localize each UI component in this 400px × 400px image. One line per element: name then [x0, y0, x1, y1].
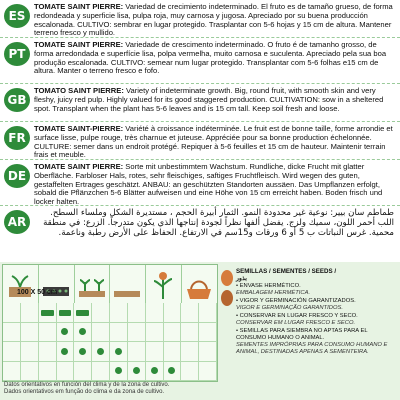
seed-info: [236, 268, 396, 356]
lang-row-ar: [0, 206, 400, 260]
calendar-cell: [21, 303, 39, 323]
calendar-cell: [3, 342, 21, 362]
calendar-cell: [39, 342, 57, 362]
lang-badge-ar: AR: [4, 210, 30, 234]
calendar-dot: [79, 328, 86, 335]
calendar-dot: [133, 367, 140, 374]
calendar-cell: [128, 342, 146, 362]
variety-name-pt: TOMATE SAINT PIERRE:: [34, 40, 124, 49]
lang-badge-gb: GB: [4, 88, 30, 112]
lang-text-gb: TOMATO SAINT PIERRE: Variety of indeterminate growth. Big, round fruit, with smooth skin and very fleshy, juicy red pulp. Highly valued for its good staggered production. CULTIVATION: sow in a sheltered spot. Transplant when the plant has 5-6 leaves and is 15 cm tall. Keep soil fresh and loose.: [34, 86, 384, 113]
calendar-cell: [57, 362, 75, 382]
lang-row-es: [0, 0, 400, 36]
calendar-bar: [41, 310, 54, 316]
lang-text-de: TOMATE SAINT PIERRE: Sorte mit unbestimmtem Wachstum. Rundliche, dicke Frucht mit glatter Oberfläche. Farbloser Hals, rotes, sehr fleischiges, saftiges Fruchtfleisch. Wird wegen des guten, gestaffelten Ertrages geschätzt. ANBAU: an geschützten Standorten aussäen. Das Umpflanzen erfolgt, sobald die Pflänzchen 5-6 Blätter aufweisen und eine Höhe von 15 cm erreicht haben. Boden frisch und locker halten.: [34, 162, 383, 207]
calendar-cell: [164, 323, 182, 343]
lang-row-gb: [0, 84, 400, 120]
calendar-cell: [74, 323, 92, 343]
calendar-cell: [110, 342, 128, 362]
lang-row-fr: [0, 122, 400, 158]
calendar-cell: [199, 303, 217, 323]
lang-text-pt: TOMATE SAINT PIERRE: Variedade de crescimento indeterminado. O fruto é de tamanho grosso, de forma arredondada e superfície lisa, polpa vermelha, muito carnosa e suculenta. Apreciado pela sua boa produção escalonada. CULTIVO: semear num lugar protegido. Transplantar com 5-6 folhas e15 cm de altura. Manter o terreno fresco e fofo.: [34, 40, 387, 76]
calendar-dot: [115, 348, 122, 355]
seedling-tray-icon: [39, 265, 75, 303]
calendar-cell: [39, 303, 57, 323]
calendar-cell: [74, 362, 92, 382]
calendar-cell: [199, 342, 217, 362]
calendar-cell: [110, 323, 128, 343]
seed-info-heading: SEMILLAS / SEMENTES / SEEDS / بذور: [236, 268, 337, 282]
calendar-dot: [115, 367, 122, 374]
calendar-cell: [92, 303, 110, 323]
calendar-cell: [128, 303, 146, 323]
calendar-cell: [164, 342, 182, 362]
calendar-cell: [92, 342, 110, 362]
calendar-dot: [61, 328, 68, 335]
info-item: • VIGOR Y GERMINACIÓN GARANTIZADOS. VIGOR E GERMINAÇÃO GARANTIDOS.: [236, 298, 356, 311]
calendar-cell: [21, 342, 39, 362]
seed-packet-icon: [220, 268, 234, 308]
calendar-cell: [181, 362, 199, 382]
calendar-cell: [128, 362, 146, 382]
flowering-icon: [146, 265, 182, 303]
lang-badge-pt: PT: [4, 42, 30, 66]
calendar-cell: [146, 303, 164, 323]
info-item: • ENVASE HERMÉTICO. EMBALAGEM HERMÉTICA.: [236, 283, 311, 296]
calendar-cell: [164, 303, 182, 323]
spacing-label: 100 X 50 cm: [17, 289, 58, 296]
variety-name-es: TOMATE SAINT PIERRE:: [34, 2, 124, 11]
calendar-dot: [97, 348, 104, 355]
calendar-cell: [3, 323, 21, 343]
calendar-dot: [61, 348, 68, 355]
calendar-bar: [59, 310, 72, 316]
lang-text-es: TOMATE SAINT PIERRE: Variedad de crecimiento indeterminado. El fruto es de tamaño grueso, de forma redondeada y superficie lisa, pulpa roja, muy carnosa y jugosa. Apreciado por su buena producción escalonada. CULTIVO: sembrar en lugar protegido. Trasplantar con 5-6 hojas y 15 cm de altura. Mantener terreno fresco y mullido.: [34, 2, 393, 38]
lang-badge-de: DE: [4, 164, 30, 188]
bare-ground-icon: [110, 265, 146, 303]
footer-note: Datos orientativos en función del clima y de la zona de cultivo. Dados orientativos em função do clima e da zona de cultivo.: [4, 382, 170, 395]
lang-text-ar: طماطم سان بيير: نوعية غير محدودة النمو. الثمار أبيرة الحجم ، مستديرة الشكل وملساء السطح. اللب أحمر اللون، سميك ولزج. يفضل ألفها نظراً لجودة إنتاجها الذي يكون متدرجاً. الزرع: في منطقة محمية. غرس النباتات ب 5 أو 6 ورقات و15سم في الارتفاع. الحفاظ على الأرض رطبة وناعمة.: [43, 208, 394, 239]
calendar-cell: [181, 342, 199, 362]
lang-badge-fr: FR: [4, 126, 30, 150]
info-item: • SEMILLAS PARA SIEMBRA NO APTAS PARA EL CONSUMO HUMANO O ANIMAL. SEMENTES IMPRÓPRIAS PARA CONSUMO HUMANO E ANIMAL, DESTINADAS APENAS A SEMENTEIRA.: [236, 328, 388, 355]
variety-name-fr: TOMATE SAINT-PIERRE:: [34, 124, 124, 133]
variety-name-de: TOMATE SAINT PIERRE:: [34, 162, 124, 171]
calendar-cell: [146, 342, 164, 362]
calendar-cell: [128, 323, 146, 343]
calendar-cell: [39, 323, 57, 343]
calendar-cell: [181, 303, 199, 323]
calendar-cell: [92, 323, 110, 343]
calendar-cell: [39, 362, 57, 382]
calendar-cell: [199, 323, 217, 343]
lang-row-de: [0, 160, 400, 207]
calendar-cell: [57, 303, 75, 323]
calendar-cell: [21, 362, 39, 382]
calendar-cell: [3, 362, 21, 382]
transplant-icon: [75, 265, 111, 303]
calendar-cell: [146, 362, 164, 382]
calendar-grid: [3, 303, 217, 381]
harvest-basket-icon: [182, 265, 217, 303]
calendar-cell: [110, 362, 128, 382]
calendar-cell: [74, 303, 92, 323]
calendar-dot: [168, 367, 175, 374]
calendar-cell: [92, 362, 110, 382]
calendar-bar: [76, 310, 89, 316]
calendar-cell: [21, 323, 39, 343]
calendar-cell: [146, 323, 164, 343]
lang-row-pt: [0, 38, 400, 82]
calendar-icons-row: [3, 265, 217, 303]
calendar-cell: [181, 323, 199, 343]
calendar-cell: [110, 303, 128, 323]
lang-badge-es: ES: [4, 4, 30, 28]
calendar-cell: [57, 323, 75, 343]
bottom-panel: [0, 262, 400, 400]
calendar-dot: [151, 367, 158, 374]
calendar-cell: [74, 342, 92, 362]
growing-calendar: [2, 264, 218, 382]
calendar-cell: [3, 303, 21, 323]
calendar-cell: [57, 342, 75, 362]
calendar-cell: [164, 362, 182, 382]
variety-name-gb: TOMATO SAINT PIERRE:: [34, 86, 124, 95]
calendar-dot: [79, 348, 86, 355]
lang-text-fr: TOMATE SAINT-PIERRE: Variété à croissance indéterminée. Le fruit est de bonne taille, forme arrondie et surface lisse, pulpe rouge, très charnue et juteuse. Appréciée pour sa bonne production échelonnée. CULTURE: semer dans un endroit protégé. Repiquer à 5-6 feuilles et 15 cm de hauteur. Maintenir terrain frais et meuble.: [34, 124, 393, 160]
info-item: • CONSERVAR EN LUGAR FRESCO Y SECO. CONSERVAR EM LUGAR FRESCO E SECO.: [236, 313, 358, 326]
sowing-icon: [3, 265, 39, 303]
calendar-cell: [199, 362, 217, 382]
